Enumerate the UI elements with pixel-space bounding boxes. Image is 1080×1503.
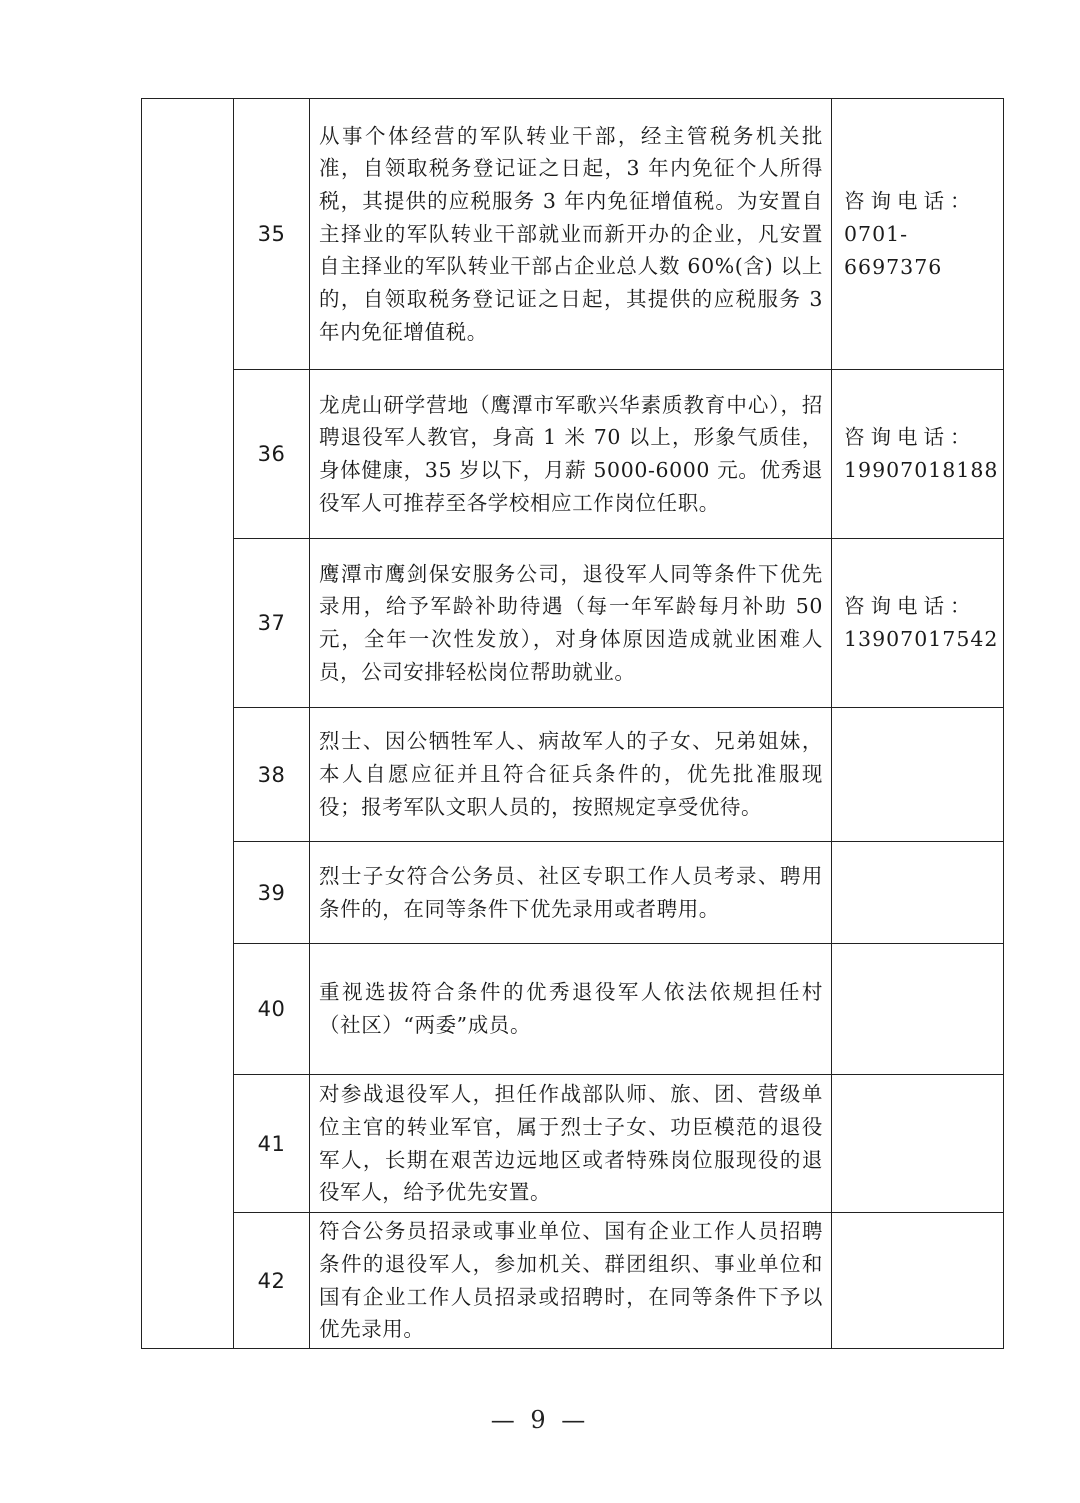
- row-note: [832, 99, 1004, 370]
- row-content: 从事个体经营的军队转业干部，经主管税务机关批准，自领取税务登记证之日起，3 年内免征个人所得税，其提供的应税服务 3 年内免征增值税。为安置自主择业的军队转业干部就业而新开办的企业，凡安置自主择业的军队转业干部占企业总人数 60%(含) 以上的，自领取税务登记证之日起，其提供的应税服务 3 年内免征增值税。: [310, 99, 832, 370]
- row-note: [832, 539, 1004, 708]
- table-row: [142, 1213, 1004, 1349]
- row-number: 38: [234, 708, 310, 842]
- row-number: 36: [234, 370, 310, 539]
- policy-table: [141, 98, 1004, 1349]
- row-content: 重视选拔符合条件的优秀退役军人依法依规担任村（社区）“两委”成员。: [310, 944, 832, 1075]
- consult-phone-number: 0701-6697376: [844, 221, 943, 279]
- row-note: [832, 708, 1004, 842]
- row-number: 37: [234, 539, 310, 708]
- row-number: 41: [234, 1075, 310, 1213]
- row-content: 对参战退役军人，担任作战部队师、旅、团、营级单位主官的转业军官，属于烈士子女、功臣模范的退役军人，长期在艰苦边远地区或者特殊岗位服现役的退役军人，给予优先安置。: [310, 1075, 832, 1213]
- row-content: 烈士、因公牺牲军人、病故军人的子女、兄弟姐妹，本人自愿应征并且符合征兵条件的，优先批准服现役；报考军队文职人员的，按照规定享受优待。: [310, 708, 832, 842]
- row-number: 39: [234, 842, 310, 944]
- row-number: 40: [234, 944, 310, 1075]
- consult-phone-number: 13907017542: [844, 627, 999, 651]
- table-row: [142, 539, 1004, 708]
- row-note: [832, 842, 1004, 944]
- row-content: 鹰潭市鹰剑保安服务公司，退役军人同等条件下优先录用，给予军龄补助待遇（每一年军龄每月补助 50 元，全年一次性发放），对身体原因造成就业困难人员，公司安排轻松岗位帮助就业。: [310, 539, 832, 708]
- row-number: 35: [234, 99, 310, 370]
- page-number: — 9 —: [490, 1406, 590, 1434]
- consult-phone-number: 19907018188: [844, 458, 999, 482]
- table-row: [142, 944, 1004, 1075]
- row-number: 42: [234, 1213, 310, 1349]
- table-row: [142, 842, 1004, 944]
- row-note: [832, 370, 1004, 539]
- consult-phone-label: 咨询电话：: [844, 425, 977, 449]
- table-row: [142, 708, 1004, 842]
- category-cell: [142, 99, 234, 1349]
- consult-phone-label: 咨询电话：: [844, 188, 977, 213]
- consult-phone-label: 咨询电话：: [844, 594, 977, 618]
- row-note: [832, 944, 1004, 1075]
- table-row: [142, 99, 1004, 370]
- row-content: 龙虎山研学营地（鹰潭市军歌兴华素质教育中心），招聘退役军人教官，身高 1 米 70 以上，形象气质佳，身体健康，35 岁以下，月薪 5000-6000 元。优秀退役军人可推荐至各学校相应工作岗位任职。: [310, 370, 832, 539]
- table-row: [142, 1075, 1004, 1213]
- table-row: [142, 370, 1004, 539]
- row-note: [832, 1213, 1004, 1349]
- row-note: [832, 1075, 1004, 1213]
- row-content: 烈士子女符合公务员、社区专职工作人员考录、聘用条件的，在同等条件下优先录用或者聘用。: [310, 842, 832, 944]
- row-content: 符合公务员招录或事业单位、国有企业工作人员招聘条件的退役军人，参加机关、群团组织、事业单位和国有企业工作人员招录或招聘时，在同等条件下予以优先录用。: [310, 1213, 832, 1349]
